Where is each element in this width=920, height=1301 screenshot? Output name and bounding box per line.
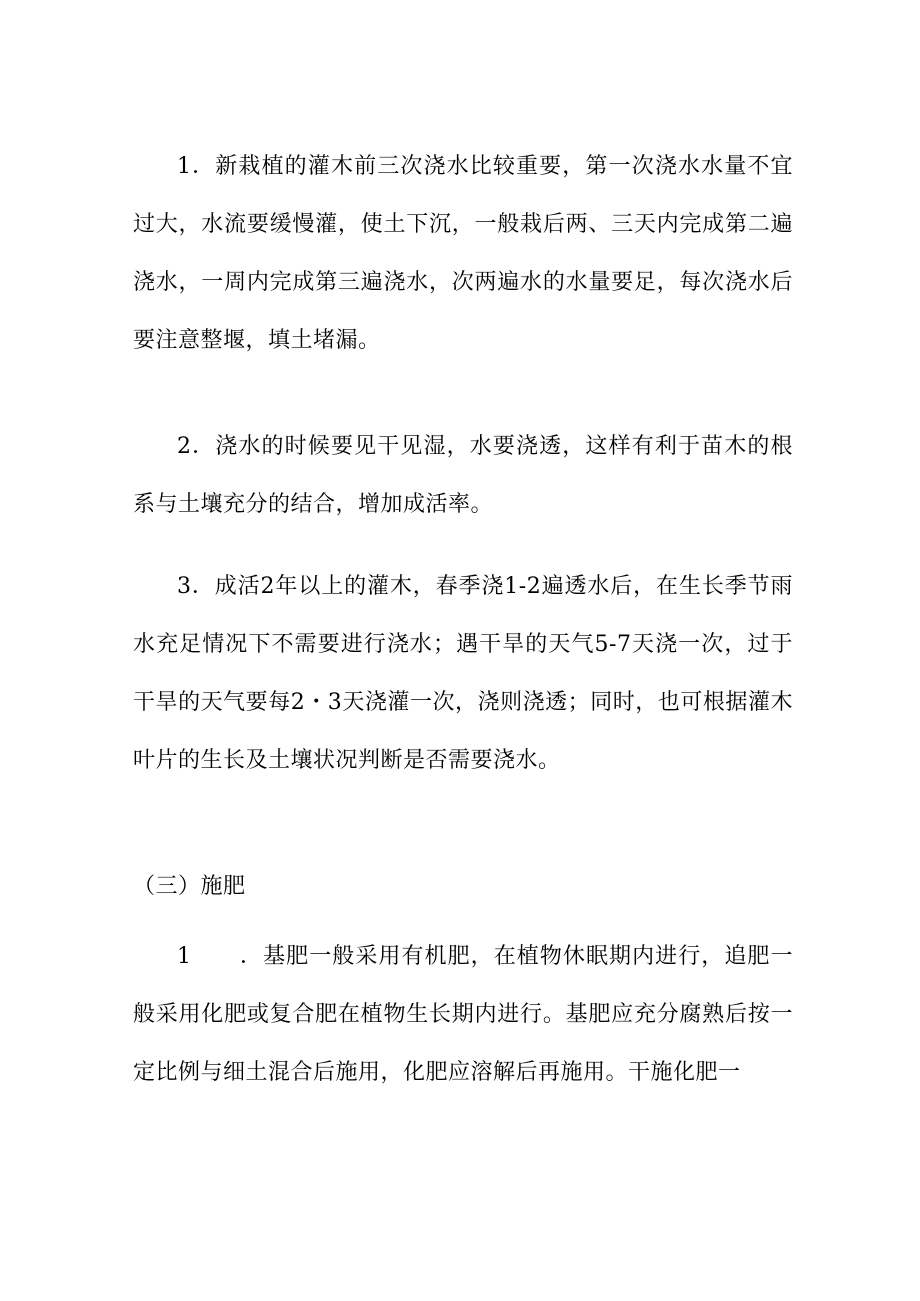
paragraph-watering-2: 2．浇水的时候要见干见湿，水要浇透，这样有利于苗木的根系与土壤充分的结合，增加成活率。 — [133, 434, 793, 517]
paragraph-watering-1: 1．新栽植的灌木前三次浇水比较重要，第一次浇水水量不宜过大，水流要缓慢灌，使土下沉，一般栽后两、三天内完成第二遍浇水，一周内完成第三遍浇水，次两遍水的水量要足，每次浇水后要注意整堰，填土堵漏。 — [133, 154, 793, 353]
section-heading-fertilize: （三）施肥 — [133, 874, 246, 899]
paragraph-fertilize-1 — [133, 928, 793, 1102]
paragraph-watering-3: 3．成活2年以上的灌木，春季浇1-2遍透水后，在生长季节雨水充足情况下不需要进行浇水；遇干旱的天气5-7天浇一次，过于干旱的天气要每2・3天浇灌一次，浇则浇透；同时，也可根据灌木叶片的生长及土壤状况判断是否需要浇水。 — [133, 574, 793, 773]
paragraph-number: 1 — [177, 944, 192, 969]
paragraph-text: ．基肥一般采用有机肥，在植物休眠期内进行，追肥一般采用化肥或复合肥在植物生长期内进行。基肥应充分腐熟后按一定比例与细土混合后施用，化肥应溶解后再施用。干施化肥一 — [133, 944, 793, 1085]
